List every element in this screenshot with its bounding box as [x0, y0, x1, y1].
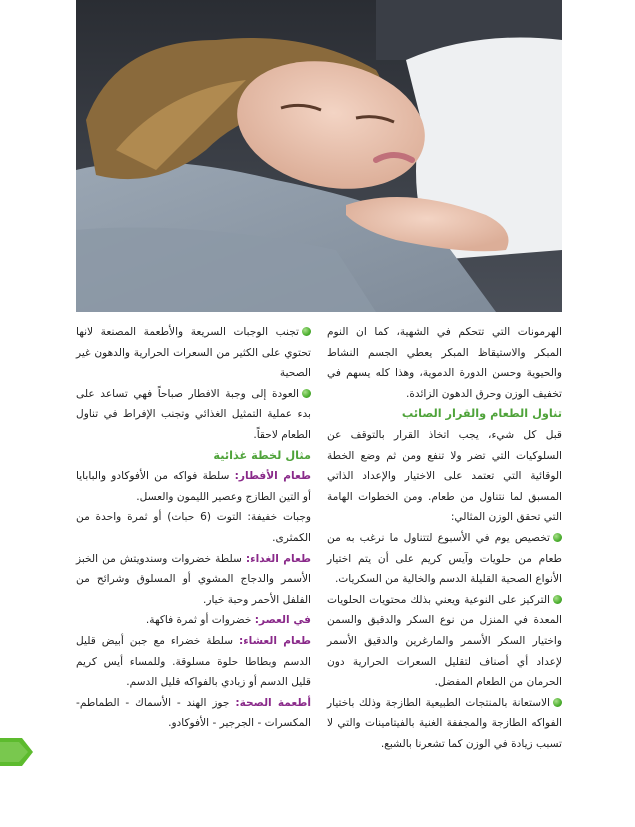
section-heading-meal-plan: مثال لخطة غذائية: [213, 448, 311, 462]
photo-illustration: [76, 0, 562, 312]
green-bullet-icon: [553, 698, 562, 707]
list-item: تجنب الوجبات السريعة والأطعمة المصنعة لانها تحتوي على الكثير من السعرات الحرارية والدهون غير الصحية: [76, 326, 311, 380]
section-heading-decision: تناول الطعام والقرار الصائب: [401, 407, 562, 421]
intro-paragraph: الهرمونات التي تتحكم في الشهية، كما ان النوم المبكر والاستيقاظ المبكر يعطي الجسم النشاط والحيوية وحسن الدورة الدموية، وهذا كله يسهم في تخفيف الوزن وحرق الدهون الزائدة.: [327, 326, 562, 400]
page-tab-icon: [0, 735, 34, 769]
list-item: العودة إلى وجبة الافطار صباحاً فهي تساعد على بدء عملية التمثيل الغذائي وتجنب الإفراط في تناول الطعام لاحقاً.: [76, 387, 311, 441]
right-column: [327, 322, 562, 754]
meal-afternoon: في العصر: خضروات أو ثمرة فاكهة.: [145, 614, 311, 627]
decision-paragraph: قبل كل شيء، يجب اتخاذ القرار بالتوقف عن السلوكيات التي تضر ولا تنفع ومن ثم وضع الخطة الوقائية التي تعتمد على الاختيار والإعداد الذاتي المسبق لما نتناول من طعام. ومن الخطوات الهامة التي تحقق الوزن المثالي:: [327, 428, 562, 524]
list-item: التركيز على النوعية ويعني بذلك محتويات الحلويات المعدة في المنزل من نوع السكر والدقيق والسمن واختيار السكر الأسمر والمارغرين والدقيق الأسمر لإعداد أي أصناف لتقليل السعرات الحرارية دون الحرمان من الطعام المفضل.: [327, 593, 562, 689]
meal-snack: وجبات خفيفة: التوت (6 حبات) أو ثمرة واحدة من الكمثرى.: [76, 511, 312, 544]
green-bullet-icon: [553, 595, 562, 604]
green-bullet-icon: [302, 389, 311, 398]
green-bullet-icon: [302, 327, 311, 336]
green-bullet-icon: [553, 533, 562, 542]
list-item: تخصيص يوم في الأسبوع لتتناول ما نرغب به من طعام من حلويات وآيس كريم على أن يتم اختيار الأنواع الصحية القليلة الدسم والخالية من السكريات.: [327, 531, 562, 586]
meal-breakfast: طعام الأفطار: سلطة فواكه من الأفوكادو والبابايا أو التين الطازج وعصير الليمون والعسل.: [76, 470, 311, 503]
list-item: الاستعانة بالمنتجات الطبيعية الطازجة وذلك باختيار الفواكه الطازجة والمجففة الغنية بالفيتامينات والتي لا تسبب زيادة في الوزن كما تشعرنا بالشبع.: [327, 696, 562, 750]
left-column: [76, 322, 311, 734]
meal-lunch: طعام الغداء: سلطة خضروات وسندويتش من الخبز الأسمر والدجاج المشوي أو المسلوق وشرائح من الفلفل الأحمر وحبة خيار.: [76, 552, 311, 606]
sleeping-woman-photo: [76, 0, 562, 312]
meal-dinner: طعام العشاء: سلطة خضراء مع جبن أبيض قليل الدسم وبطاطا حلوة مسلوقة. وللمساء أيس كريم قليل الدسم أو زبادي بالفواكه قليل الدسم.: [76, 634, 311, 689]
meal-healthy-foods: أطعمة الصحة: جوز الهند - الأسماك - الطماطم- المكسرات - الجرجير - الأفوكادو.: [76, 696, 312, 730]
